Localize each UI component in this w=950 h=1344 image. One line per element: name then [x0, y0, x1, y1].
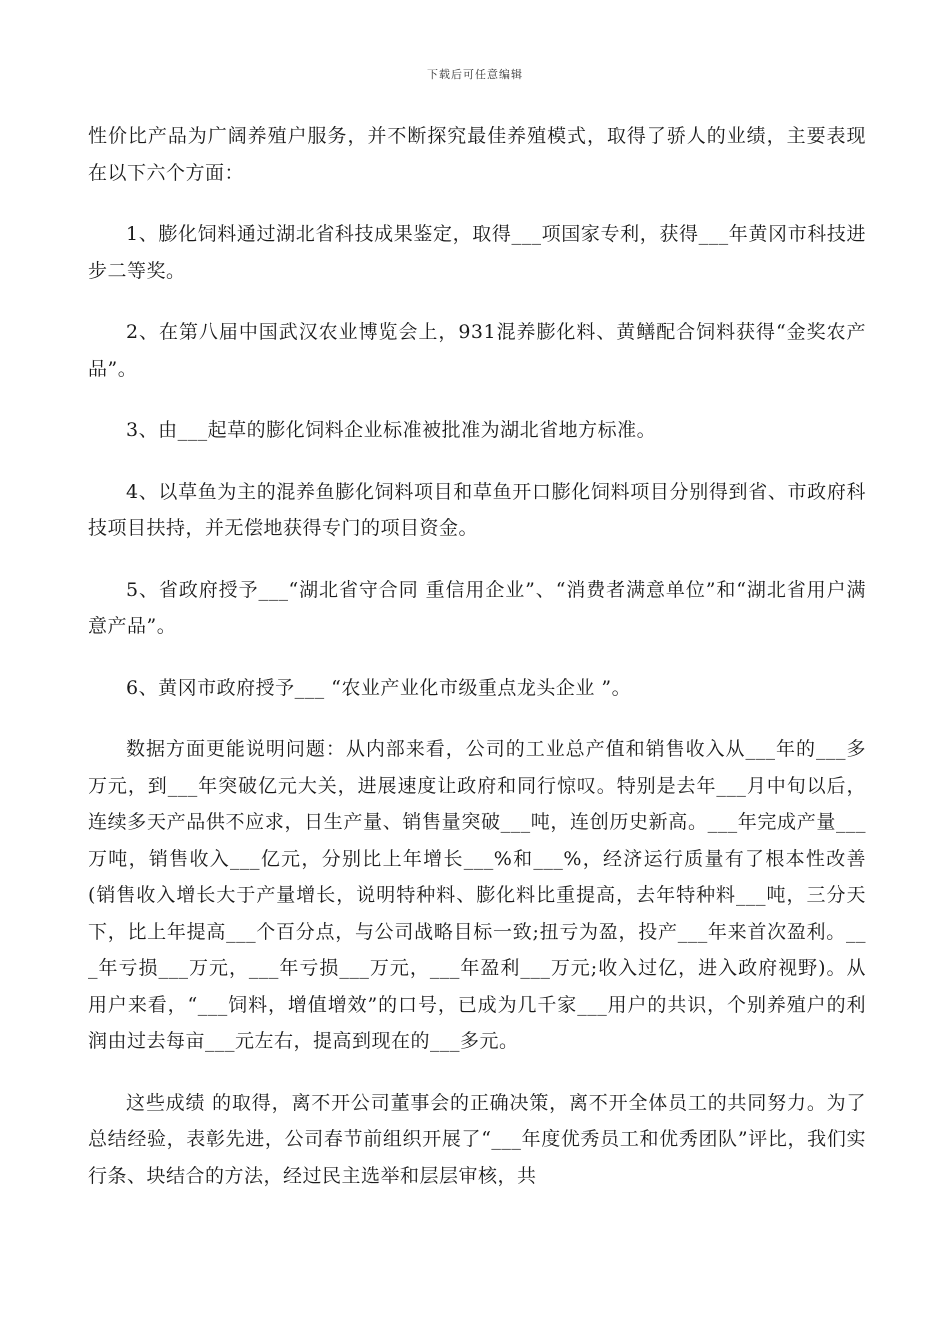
- paragraph-item-2: 2、在第八届中国武汉农业博览会上，931混养膨化料、黄鳝配合饲料获得“金奖农产品”。: [88, 321, 866, 380]
- paragraph-intro-continuation: 性价比产品为广阔养殖户服务，并不断探究最佳养殖模式，取得了骄人的业绩，主要表现在以下六个方面：: [88, 125, 866, 184]
- page-header-note: 下载后可任意编辑: [427, 68, 523, 81]
- paragraph-item-6: 6、黄冈市政府授予___ “农业产业化市级重点龙头企业 ”。: [126, 676, 632, 699]
- paragraph-item-4: 4、以草鱼为主的混养鱼膨化饲料项目和草鱼开口膨化饲料项目分别得到省、市政府科技项目扶持，并无偿地获得专门的项目资金。: [88, 480, 866, 539]
- paragraph-item-5: 5、省政府授予___“湖北省守合同 重信用企业”、“消费者满意单位”和“湖北省用户满意产品”。: [88, 578, 866, 637]
- paragraph-data-summary: 数据方面更能说明问题：从内部来看，公司的工业总产值和销售收入从___年的___多万元，到___年突破亿元大关，进展速度让政府和同行惊叹。特别是去年___月中旬以后，连续多天产品供不应求，日生产量、销售量突破___吨，连创历史新高。___年完成产量___万吨，销售收入___亿元，分别比上年增长___%和___%，经济运行质量有了根本性改善(销售收入增长大于产量增长，说明特种料、膨化料比重提高，去年特种料___吨，三分天下，比上年提高___个百分点，与公司战略目标一致;扭亏为盈，投产___年来首次盈利。___年亏损___万元，___年亏损___万元，___年盈利___万元;收入过亿，进入政府视野)。从用户来看，“___饲料，增值增效”的口号，已成为几千家___用户的共识，个别养殖户的利润由过去每亩___元左右，提高到现在的___多元。: [88, 738, 866, 1052]
- paragraph-item-3: 3、由___起草的膨化饲料企业标准被批准为湖北省地方标准。: [126, 419, 657, 441]
- paragraph-item-1: 1、膨化饲料通过湖北省科技成果鉴定，取得___项国家专利，获得___年黄冈市科技进步二等奖。: [88, 223, 866, 282]
- paragraph-achievements: 这些成绩 的取得，离不开公司董事会的正确决策，离不开全体员工的共同努力。为了总结经验，表彰先进，公司春节前组织开展了“___年度优秀员工和优秀团队”评比，我们实行条、块结合的方法，经过民主选举和层层审核，共: [88, 1091, 866, 1187]
- document-body: [88, 118, 866, 1219]
